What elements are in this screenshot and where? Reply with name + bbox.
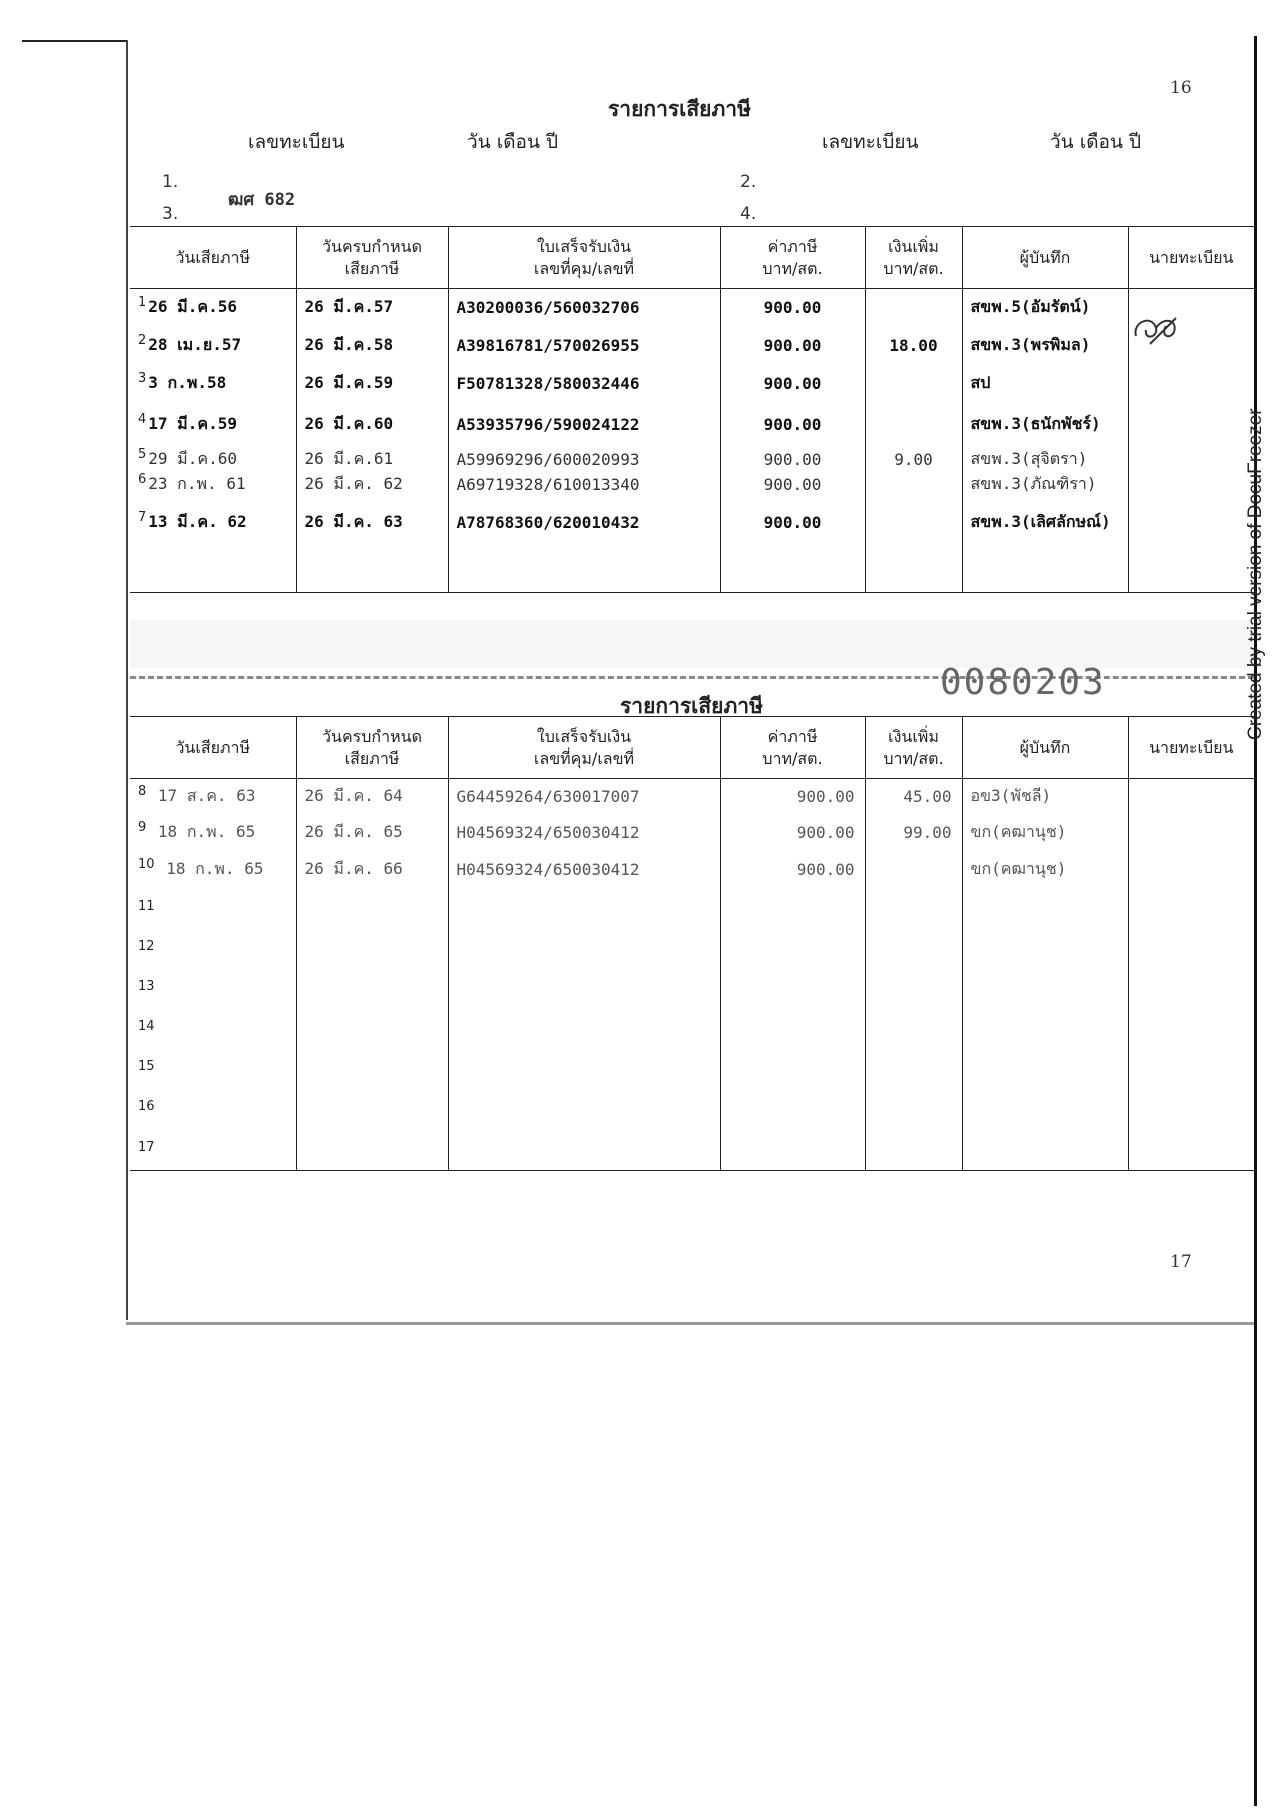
receipt-number: A78768360/620010432 (448, 497, 720, 549)
extra-amount (865, 1049, 962, 1089)
receipt-number (448, 969, 720, 1009)
due-date (296, 1129, 448, 1171)
tax-amount (720, 1009, 865, 1049)
table-1-header (130, 227, 1254, 289)
receipt-number: A69719328/610013340 (448, 472, 720, 497)
registrar (1128, 929, 1254, 969)
due-date: 26 มี.ค.60 (296, 403, 448, 447)
due-date (296, 929, 448, 969)
extra-amount (865, 851, 962, 889)
receipt-number: H04569324/650030412 (448, 815, 720, 851)
paid-date: 29 มี.ค.60 (148, 448, 237, 468)
receipt-number (448, 889, 720, 929)
watermark-text: Created by trial version of DocuFreezer (1245, 408, 1266, 740)
col-header-registrar: นายทะเบียน (1128, 227, 1254, 289)
page-edge-bottom (126, 1322, 1256, 1325)
tax-table-2 (130, 716, 1254, 1171)
due-date: 26 มี.ค. 63 (296, 497, 448, 549)
receipt-number: A53935796/590024122 (448, 403, 720, 447)
receipt-number (448, 1049, 720, 1089)
tax-amount: 900.00 (720, 815, 865, 851)
table-row (130, 929, 1254, 969)
recorder (962, 1089, 1128, 1129)
col-header-extra: เงินเพิ่ม บาท/สต. (865, 717, 962, 779)
col-header-receipt: ใบเสร็จรับเงิน เลขที่คุม/เลขที่ (448, 717, 720, 779)
reg-line-3-no: 3. (162, 204, 179, 224)
extra-amount (865, 472, 962, 497)
registrar-stamp-icon (1130, 310, 1182, 350)
registrar (1128, 497, 1254, 549)
extra-amount (865, 1129, 962, 1171)
table-row (130, 289, 1254, 327)
row-number: 17 (138, 1139, 155, 1155)
tax-amount (720, 929, 865, 969)
table-row (130, 779, 1254, 815)
recorder: สป (962, 365, 1128, 403)
reg-line-4-no: 4. (740, 204, 757, 224)
receipt-number (448, 929, 720, 969)
extra-amount: 99.00 (865, 815, 962, 851)
registrar (1128, 365, 1254, 403)
paid-date: 3 ก.พ.58 (148, 373, 227, 392)
paid-date: 18 ก.พ. 65 (157, 822, 256, 841)
row-number: 5 (138, 446, 147, 462)
table-row (130, 365, 1254, 403)
paid-date: 28 เม.ย.57 (148, 335, 242, 354)
tax-amount: 900.00 (720, 779, 865, 815)
due-date: 26 มี.ค. 65 (296, 815, 448, 851)
extra-amount: 9.00 (865, 447, 962, 472)
table-2-header (130, 717, 1254, 779)
registrar (1128, 1049, 1254, 1089)
table-row (130, 472, 1254, 497)
row-number: 6 (138, 471, 147, 487)
receipt-number (448, 1129, 720, 1171)
row-number: 13 (138, 979, 155, 994)
due-date (296, 1089, 448, 1129)
row-number: 2 (138, 333, 147, 348)
row-number: 15 (138, 1059, 155, 1074)
row-number: 3 (138, 371, 147, 386)
paid-date: 17 ส.ค. 63 (157, 786, 256, 806)
extra-amount: 45.00 (865, 779, 962, 815)
receipt-number: F50781328/580032446 (448, 365, 720, 403)
reg-line-2-no: 2. (740, 172, 757, 192)
paid-date: 23 ก.พ. 61 (148, 473, 246, 493)
extra-amount (865, 969, 962, 1009)
extra-amount (865, 365, 962, 403)
extra-amount (865, 1009, 962, 1049)
header-reg-right: เลขทะเบียน (822, 131, 919, 153)
tax-table-1 (130, 226, 1254, 593)
due-date (296, 969, 448, 1009)
row-number: 12 (138, 939, 155, 954)
table-row (130, 497, 1254, 549)
row-number: 7 (138, 510, 147, 525)
table-row (130, 1129, 1254, 1171)
row-number: 11 (138, 899, 155, 914)
table-row (130, 969, 1254, 1009)
section1-title: รายการเสียภาษี (608, 97, 751, 121)
section2-title: รายการเสียภาษี (620, 694, 763, 718)
row-number: 9 (138, 820, 147, 835)
registrar (1128, 472, 1254, 497)
receipt-number (448, 1009, 720, 1049)
col-header-paid: วันเสียภาษี (130, 227, 296, 289)
registrar (1128, 1089, 1254, 1129)
row-number: 1 (138, 295, 147, 311)
tax-amount (720, 1049, 865, 1089)
header-reg-left: เลขทะเบียน (248, 131, 345, 153)
registrar (1128, 403, 1254, 447)
tax-amount: 900.00 (720, 403, 865, 447)
recorder: สขพ.3(สุจิตรา) (962, 447, 1128, 472)
extra-amount (865, 289, 962, 327)
scan-band (130, 620, 1254, 668)
registrar (1128, 1009, 1254, 1049)
col-header-due: วันครบกำหนด เสียภาษี (296, 717, 448, 779)
recorder (962, 929, 1128, 969)
table-row (130, 1089, 1254, 1129)
col-header-recorder: ผู้บันทึก (962, 227, 1128, 289)
row-number: 16 (138, 1099, 155, 1114)
reg-line-1-value: ฒศ 682 (228, 190, 296, 210)
registrar (1128, 779, 1254, 815)
recorder: สขพ.3(เลิศลักษณ์) (962, 497, 1128, 549)
due-date (296, 1049, 448, 1089)
recorder: สขพ.3(ธนักพัชร์) (962, 403, 1128, 447)
extra-amount (865, 403, 962, 447)
row-number: 8 (138, 784, 147, 800)
paid-date: 17 มี.ค.59 (148, 414, 237, 433)
table-row (130, 889, 1254, 929)
due-date (296, 1009, 448, 1049)
extra-amount (865, 929, 962, 969)
col-header-due: วันครบกำหนด เสียภาษี (296, 227, 448, 289)
due-date (296, 889, 448, 929)
paid-date: 18 ก.พ. 65 (166, 859, 264, 878)
col-header-extra: เงินเพิ่ม บาท/สต. (865, 227, 962, 289)
recorder (962, 1009, 1128, 1049)
due-date: 26 มี.ค.58 (296, 327, 448, 365)
due-date: 26 มี.ค.57 (296, 289, 448, 327)
tax-amount: 900.00 (720, 497, 865, 549)
recorder: อข3(พัชลี) (962, 779, 1128, 815)
faint-overline-number: 0080203 (940, 662, 1106, 703)
table-row (130, 851, 1254, 889)
receipt-number: A39816781/570026955 (448, 327, 720, 365)
registrar (1128, 969, 1254, 1009)
tax-amount: 900.00 (720, 472, 865, 497)
tax-amount (720, 1129, 865, 1171)
receipt-number: A59969296/600020993 (448, 447, 720, 472)
table-row (130, 815, 1254, 851)
registrar (1128, 851, 1254, 889)
tax-amount: 900.00 (720, 447, 865, 472)
due-date: 26 มี.ค. 64 (296, 779, 448, 815)
recorder: ขก(คฒานุช) (962, 815, 1128, 851)
page-edge-left (126, 40, 128, 1320)
row-number: 10 (138, 857, 155, 872)
bottom-page-number: 17 (1170, 1252, 1192, 1272)
due-date: 26 มี.ค. 66 (296, 851, 448, 889)
table-row (130, 1049, 1254, 1089)
due-date: 26 มี.ค.59 (296, 365, 448, 403)
header-date-right: วัน เดือน ปี (1050, 131, 1142, 153)
tax-amount: 900.00 (720, 327, 865, 365)
tax-amount (720, 1089, 865, 1129)
registrar (1128, 815, 1254, 851)
col-header-receipt: ใบเสร็จรับเงิน เลขที่คุม/เลขที่ (448, 227, 720, 289)
table-row-blank (130, 549, 1254, 593)
col-header-recorder: ผู้บันทึก (962, 717, 1128, 779)
registrar (1128, 1129, 1254, 1171)
recorder: สขพ.5(อัมรัตน์) (962, 289, 1128, 327)
tax-amount (720, 969, 865, 1009)
extra-amount (865, 1089, 962, 1129)
top-page-number: 16 (1170, 78, 1192, 98)
extra-amount: 18.00 (865, 327, 962, 365)
row-number: 14 (138, 1019, 155, 1034)
recorder (962, 969, 1128, 1009)
receipt-number: G64459264/630017007 (448, 779, 720, 815)
table-row (130, 1009, 1254, 1049)
col-header-paid: วันเสียภาษี (130, 717, 296, 779)
extra-amount (865, 497, 962, 549)
recorder (962, 1129, 1128, 1171)
paid-date: 26 มี.ค.56 (148, 297, 237, 317)
col-header-tax: ค่าภาษี บาท/สต. (720, 717, 865, 779)
receipt-number (448, 1089, 720, 1129)
receipt-number: H04569324/650030412 (448, 851, 720, 889)
page-edge-top (22, 40, 126, 42)
due-date: 26 มี.ค.61 (296, 447, 448, 472)
recorder: ขก(คฒานุช) (962, 851, 1128, 889)
recorder: สขพ.3(ภัณฑิรา) (962, 472, 1128, 497)
table-row (130, 403, 1254, 447)
registrar (1128, 889, 1254, 929)
paid-date: 13 มี.ค. 62 (148, 512, 247, 531)
recorder (962, 889, 1128, 929)
tax-amount: 900.00 (720, 851, 865, 889)
tax-amount: 900.00 (720, 289, 865, 327)
row-number: 4 (138, 412, 147, 427)
col-header-registrar: นายทะเบียน (1128, 717, 1254, 779)
reg-line-1-no: 1. (162, 172, 179, 192)
due-date: 26 มี.ค. 62 (296, 472, 448, 497)
extra-amount (865, 889, 962, 929)
recorder (962, 1049, 1128, 1089)
col-header-tax: ค่าภาษี บาท/สต. (720, 227, 865, 289)
registrar (1128, 447, 1254, 472)
tax-amount: 900.00 (720, 365, 865, 403)
receipt-number: A30200036/560032706 (448, 289, 720, 327)
header-date-left: วัน เดือน ปี (467, 131, 559, 153)
recorder: สขพ.3(พรพิมล) (962, 327, 1128, 365)
table-row (130, 327, 1254, 365)
tax-amount (720, 889, 865, 929)
page-edge-right (1254, 36, 1257, 1806)
table-row (130, 447, 1254, 472)
